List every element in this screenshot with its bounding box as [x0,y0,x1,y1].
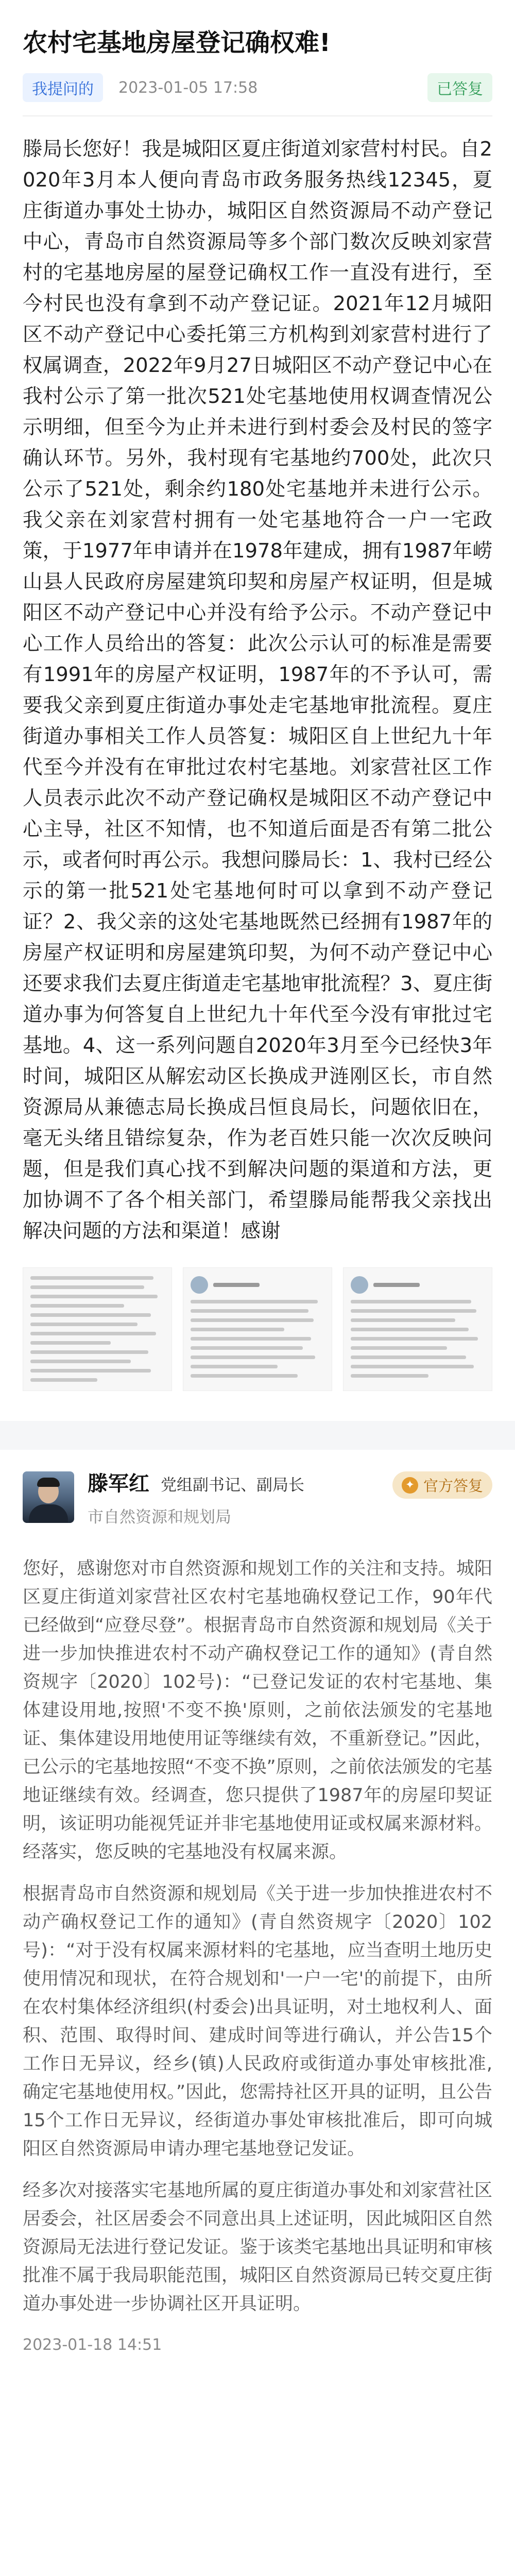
answer-paragraph-1: 您好，感谢您对市自然资源和规划工作的关注和支持。城阳区夏庄街道刘家营社区农村宅基地确权登记工作，90年代已经做到“应登尽登”。根据青岛市自然资源和规划局《关于进一步加快推进农村不动产确权登记工作的通知》(青自然资规字〔2020〕102号)：“已登记发证的农村宅基地、集体建设用地,按照'不变不换'原则，之前依法颁发的宅基地证、集体建设用地使用证等继续有效，不重新登记。”因此，已公示的宅基地按照“不变不换”原则，之前依法颁发的宅基地证继续有效。经调查，您只提供了1987年的房屋印契证明，该证明功能视凭证并非宅基地使用证或权属来源材料。经落实，您反映的宅基地没有权属来源。 [23,1558,492,1863]
attachment-thumbnails [0,1247,515,1391]
answer-paragraph-3: 经多次对接落实宅基地所属的夏庄街道办事处和刘家营社区居委会，社区居委会不同意出具上述证明，因此城阳区自然资源局无法进行登记发证。鉴于该类宅基地出具证明和审核批准不属于我局职能范围，城阳区自然资源局已转交夏庄街道办事处进一步协调社区开具证明。 [23,2180,492,2315]
question-time: 2023-01-05 17:58 [118,78,258,97]
official-badge-icon: ✦ [402,1477,418,1494]
answerer-info [23,1467,304,1527]
thumb-text-line [191,1318,314,1322]
thumb-text-line [351,1365,474,1368]
thumb-text-line [191,1346,303,1350]
attachment-image-2[interactable] [183,1267,332,1391]
thumb-text-line [30,1304,124,1308]
thumb-text-line [30,1350,148,1354]
thumb-avatar [351,1276,368,1294]
thumb-text-line [30,1341,111,1345]
thumb-text-line [191,1337,311,1341]
thumb-header [191,1276,324,1294]
answer-paragraph-2: 根据青岛市自然资源和规划局《关于进一步加快推进农村不动产确权登记工作的通知》(青自然资规字〔2020〕102号)：“对于没有权属来源材料的宅基地，应当查明土地历史使用情况和现状，在符合规划和'一户一宅'的前提下，由所在农村集体经济组织(村委会)出具证明，对土地权利人、面积、范围、取得时间、建成时间等进行确认，并公告15个工作日无异议，经乡(镇)人民政府或街道办事处审核批准,确定宅基地使用权。”因此，您需持社区开具的证明，且公告15个工作日无异议，经街道办事处审核批准后，即可向城阳区自然资源局申请办理宅基地登记发证。 [23,1884,492,2160]
thumb-text-line [30,1369,151,1372]
answerer-text [88,1467,304,1527]
thumb-text-line [351,1374,428,1378]
thumb-text-line [30,1276,153,1280]
answerer-name-row [88,1467,304,1497]
question-title: 农村宅基地房屋登记确权难! [23,28,331,57]
avatar-suit [29,1504,68,1523]
answer-header [0,1450,515,1527]
official-badge-label: 官方答复 [423,1477,483,1495]
thumb-text-line [351,1309,476,1313]
thumb-text-line [30,1360,131,1363]
thumb-text-line [30,1323,138,1326]
thumb-text-line [351,1355,466,1359]
answerer-org: 市自然资源和规划局 [88,1508,231,1527]
avatar [23,1471,74,1523]
thumb-text-line [30,1378,97,1382]
thumb-text-line [351,1328,469,1331]
answerer-role: 党组副书记、副局长 [161,1476,304,1495]
thumb-text-line [191,1328,284,1331]
thumb-text-line [30,1295,158,1298]
avatar-hair [37,1478,60,1487]
thumb-avatar [191,1276,208,1294]
answerer-name: 滕军红 [88,1472,149,1496]
thumb-text-line [30,1332,156,1335]
thumb-text-line [351,1318,455,1322]
question-body: 滕局长您好！我是城阳区夏庄街道刘家营村村民。自2020年3月本人便向青岛市政务服务热线12345，夏庄街道办事处土协办，城阳区自然资源局不动产登记中心，青岛市自然资源局等多个部门数次反映刘家营村的宅基地房屋的屋登记确权工作一直没有进行，至今村民也没有拿到不动产登记证。2021年12月城阳区不动产登记中心委托第三方机构到刘家营村进行了权属调查，2022年9月27日城阳区不动产登记中心在我村公示了第一批次521处宅基地使用权调查情况公示明细，但至今为止并未进行到村委会及村民的签字确认环节。另外，我村现有宅基地约700处，此次只公示了521处，剩余约180处宅基地并未进行公示。我父亲在刘家营村拥有一处宅基地符合一户一宅政策，于1977年申请并在1978年建成，拥有1987年崂山县人民政府房屋建筑印契和房屋产权证明，但是城阳区不动产登记中心并没有给予公示。不动产登记中心工作人员给出的答复：此次公示认可的标准是需要有1991年的房屋产权证明，1987年的不予认可，需要我父亲到夏庄街道办事处走宅基地审批流程。夏庄街道办事相关工作人员答复：城阳区自上世纪九十年代至今并没有在审批过农村宅基地。刘家营社区工作人员表示此次不动产登记确权是城阳区不动产登记中心主导，社区不知情，也不知道后面是否有第二批公示，或者何时再公示。我想问滕局长：1、我村已经公示的第一批521处宅基地何时可以拿到不动产登记证？2、我父亲的这处宅基地既然已经拥有1987年的房屋产权证明和房屋建筑印契，为何不动产登记中心还要求我们去夏庄街道走宅基地审批流程？3、夏庄街道办事为何答复自上世纪九十年代至今没有审批过宅基地。4、这一系列问题自2020年3月至今已经快3年时间，城阳区从解宏动区长换成尹涟刚区长，市自然资源局从兼德志局长换成吕恒良局长，问题依旧在，毫无头绪且错综复杂，作为老百姓只能一次次反映问题，但是我们真心找不到解决问题的渠道和方法，更加协调不了各个相关部门，希望滕局能帮我父亲找出解决问题的方法和渠道！感谢 [23,138,492,1243]
thumb-text-line [351,1346,447,1350]
thumb-text-line [351,1300,471,1303]
thumb-text-line [351,1337,478,1341]
thumb-text-line [191,1300,318,1303]
thumb-text-line [191,1365,278,1368]
my-question-tag: 我提问的 [23,73,103,102]
thumb-text-line [30,1285,144,1289]
thumb-name-line [213,1283,260,1287]
attachment-image-3[interactable] [343,1267,492,1391]
thumb-text-line [191,1355,315,1359]
thumb-header [351,1276,485,1294]
answered-status-badge: 已答复 [427,73,492,102]
attachment-image-1[interactable] [23,1267,172,1391]
question-meta-left [23,73,258,102]
thumb-text-line [191,1374,298,1378]
thumb-text-line [191,1309,308,1313]
thumb-text-line [30,1313,151,1317]
section-separator [0,1421,515,1450]
answer-time: 2023-01-18 14:51 [23,2336,162,2354]
question-meta [0,59,515,102]
thumb-name-line [373,1283,420,1287]
official-reply-badge [392,1471,492,1499]
